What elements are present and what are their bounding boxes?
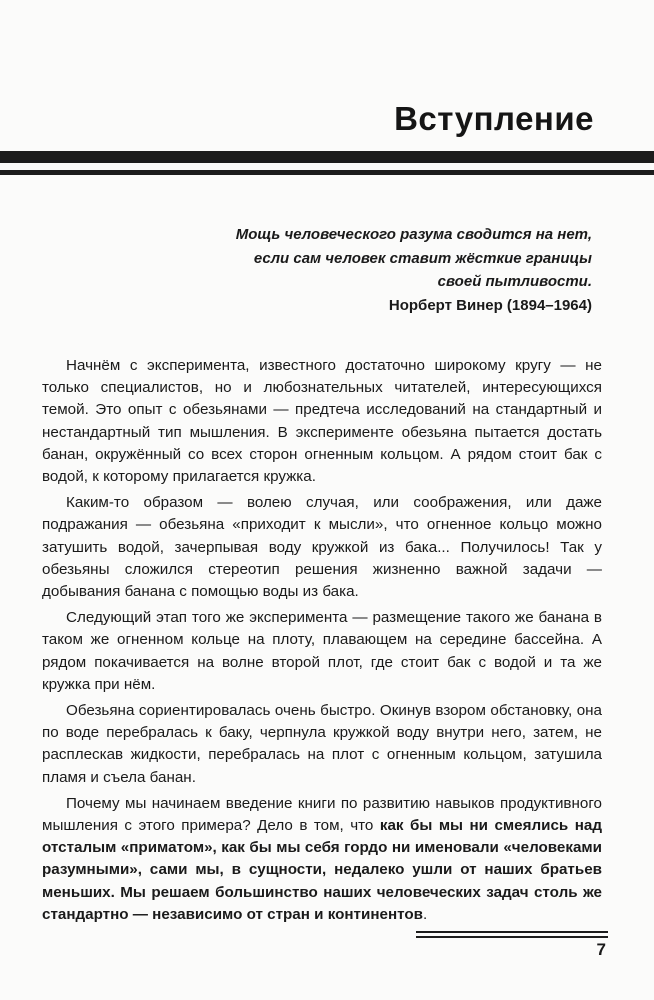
paragraph: Начнём с эксперимента, известного достаточно широкому кругу — не только специалистов, но и любознательных читателей, интересующихся темой. Это опыт с обезьянами — предтеча исследований на стандартный и нестандартный тип мышления. В эксперименте обезьяна пытается достать банан, окружённый со всех сторон огненным кольцом. А рядом стоит бак с водой, к которому прилагается кружка.	[42, 357, 602, 486]
epigraph-line: своей пытливости.	[437, 273, 592, 290]
footer-rule	[416, 931, 608, 933]
epigraph-line: Мощь человеческого разума сводится на нет,	[235, 226, 592, 243]
title-rule-thin	[0, 170, 654, 175]
paragraph-final	[42, 793, 602, 926]
chapter-title: Вступление	[394, 100, 594, 137]
paragraph-final-plain: Почему мы начинаем введение книги по развитию навыков продуктивного мышления с этого примера? Дело в том, что	[42, 794, 602, 835]
page-number: 7	[596, 940, 606, 959]
paragraph-final-tail: .	[422, 905, 428, 923]
paragraph: Обезьяна сориентировалась очень быстро. Окинув взором обстановку, она по воде перебралась к баку, черпнула кружкой воду внутри него, затем, не расплескав жидкости, перебралась на плот с огненным кольцом, затушила пламя и съела банан.	[42, 702, 602, 786]
epigraph-author: Норберт Винер (1894–1964)	[388, 296, 592, 314]
paragraph: Каким-то образом — волею случая, или соображения, или даже подражания — обезьяна «приходит к мысли», что огненное кольцо можно затушить водой, зачерпывая воду кружкой из бака... Получилось! Так у обезьяны сложился стереотип решения жизненно важной задачи — добывания банана с помощью воды из бака.	[42, 494, 602, 601]
epigraph-line: если сам человек ставит жёсткие границы	[253, 249, 592, 267]
footer-rule	[416, 936, 608, 938]
paragraph: Следующий этап того же эксперимента — размещение такого же банана в таком же огненном кольце на плоту, плавающем на середине бассейна. А рядом покачивается на волне второй плот, где стоит бак с водой и та же кружка при нём.	[42, 609, 602, 693]
title-rule-thick	[0, 151, 654, 163]
paragraph-final-bold: как бы мы ни смеялись над отсталым «приматом», как бы мы себя гордо ни именовали «человеками разумными», сами мы, в сущности, недалеко ушли от наших братьев меньших. Мы решаем большинство наших человеческих задач столь же стандартно — независимо от стран и континентов	[42, 817, 602, 923]
epigraph	[172, 223, 592, 317]
body-text	[42, 355, 602, 930]
